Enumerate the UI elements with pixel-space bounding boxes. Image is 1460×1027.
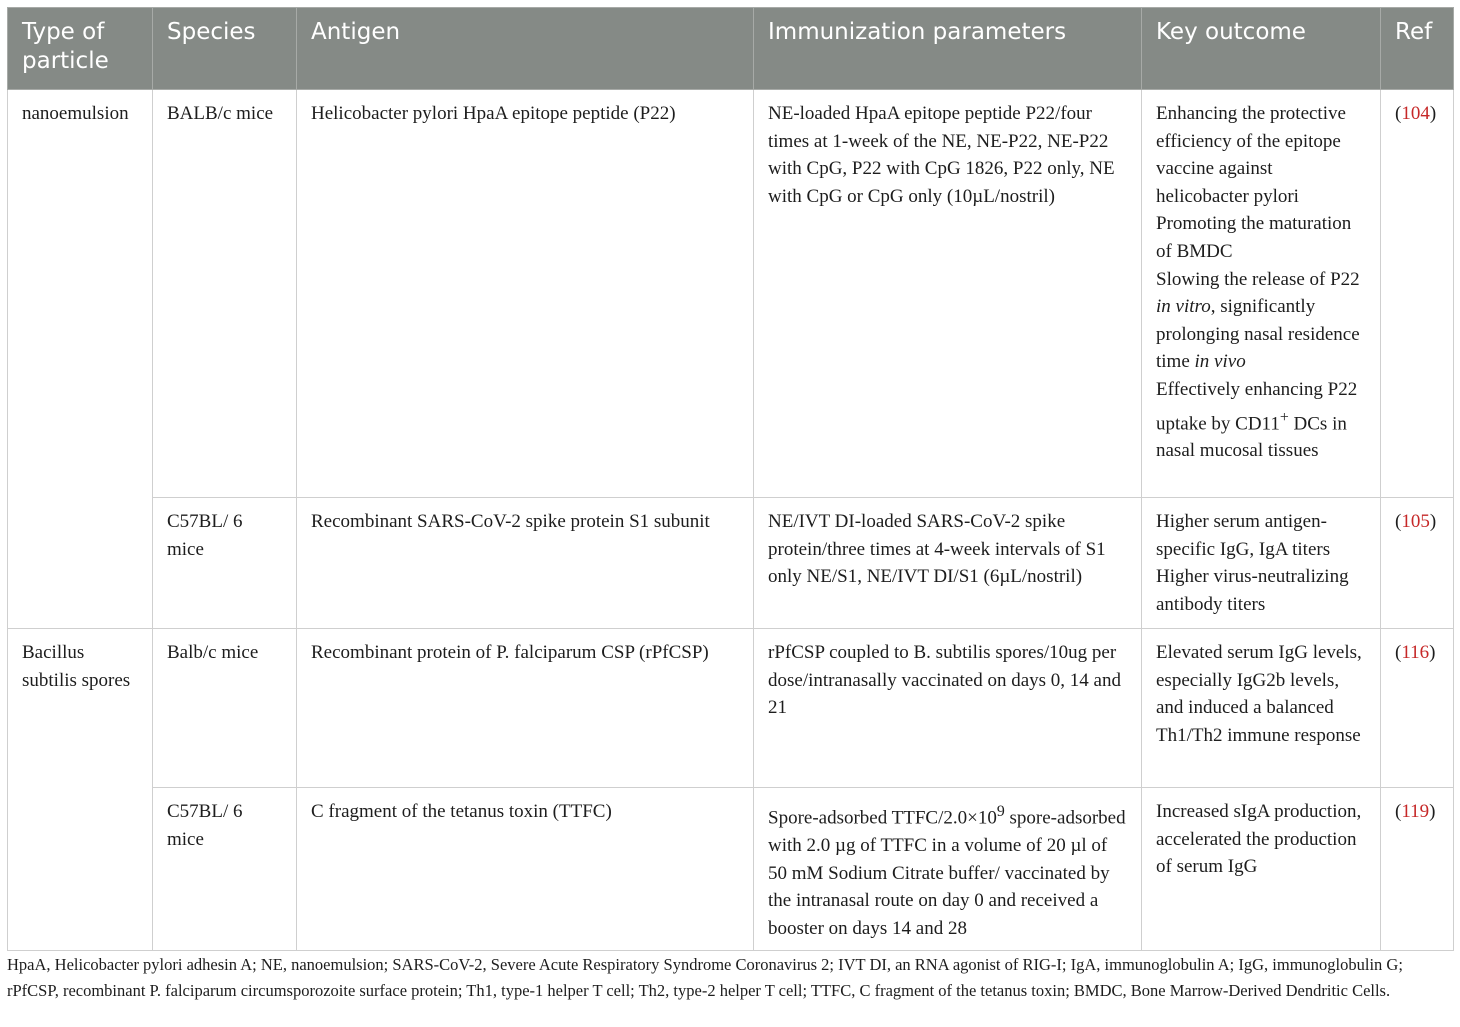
outcome-line: Higher serum antigen-specific IgG, IgA titers bbox=[1156, 511, 1331, 560]
outcome-text: Effectively enhancing P22 uptake by CD11 bbox=[1156, 378, 1358, 434]
table-row bbox=[8, 629, 1454, 788]
outcome-text: Slowing the release of P22 bbox=[1156, 268, 1360, 290]
cell-params: NE-loaded HpaA epitope peptide P22/four times at 1-week of the NE, NE-P22, NE-P22 with CpG, P22 with CpG 1826, P22 only, NE with CpG or CpG only (10µL/nostril) bbox=[754, 90, 1142, 498]
cell-outcome bbox=[1142, 90, 1381, 498]
outcome-text: , significantly prolonging nasal residence time bbox=[1156, 296, 1360, 373]
data-table bbox=[7, 7, 1454, 951]
table-row bbox=[8, 788, 1454, 951]
header-params: Immunization parameters bbox=[754, 8, 1142, 90]
table-row bbox=[8, 90, 1454, 498]
cell-outcome bbox=[1142, 629, 1381, 788]
header-type: Type of particle bbox=[8, 8, 153, 90]
cell-params: rPfCSP coupled to B. subtilis spores/10ug per dose/intranasally vaccinated on days 0, 14 and 21 bbox=[754, 629, 1142, 788]
ref-paren: ( bbox=[1395, 511, 1402, 532]
ref-paren: ) bbox=[1429, 103, 1437, 124]
header-species: Species bbox=[153, 8, 297, 90]
ref-link[interactable]: 116 bbox=[1401, 642, 1430, 663]
cell-antigen: Helicobacter pylori HpaA epitope peptide (P22) bbox=[297, 90, 754, 498]
header-row bbox=[8, 8, 1454, 90]
params-sup: 9 bbox=[996, 803, 1005, 820]
table-footnote: HpaA, Helicobacter pylori adhesin A; NE, nanoemulsion; SARS-CoV-2, Severe Acute Respiratory Syndrome Coronavirus 2; IVT DI, an RNA agonist of RIG-I; IgA, immunoglobulin A; IgG, immunoglobulin G; rPfCSP, recombinant P. falciparum circumsporozoite surface protein; Th1, type-1 helper T cell; Th2, type-2 helper T cell; TTFC, C fragment of the tetanus toxin; BMDC, Bone Marrow-Derived Dendritic Cells. bbox=[7, 955, 1403, 1000]
outcome-text: DCs in nasal mucosal tissues bbox=[1156, 412, 1347, 462]
cell-ref bbox=[1381, 629, 1454, 788]
cell-species: C57BL/ 6 mice bbox=[153, 788, 297, 951]
cell-species: BALB/c mice bbox=[153, 90, 297, 498]
outcome-italic: in vivo bbox=[1194, 351, 1246, 373]
ref-paren: ( bbox=[1395, 642, 1402, 663]
outcome-line: Increased sIgA production, accelerated the production of serum IgG bbox=[1156, 801, 1362, 878]
header-antigen: Antigen bbox=[297, 8, 754, 90]
outcome-line: Elevated serum IgG levels, especially IgG2b levels, and induced a balanced Th1/Th2 immune response bbox=[1156, 642, 1362, 746]
ref-paren: ( bbox=[1395, 801, 1402, 822]
params-text: spore-adsorbed with 2.0 µg of TTFC in a volume of 20 µl of 50 mM Sodium Citrate buffer/ vaccinated by the intranasal route on day 0 and received a booster on days 14 and 28 bbox=[768, 807, 1126, 939]
cell-outcome bbox=[1142, 788, 1381, 951]
outcome-line bbox=[1156, 266, 1366, 376]
cell-antigen: Recombinant protein of P. falciparum CSP (rPfCSP) bbox=[297, 629, 754, 788]
ref-paren: ( bbox=[1395, 103, 1402, 124]
cell-ref bbox=[1381, 498, 1454, 629]
ref-paren: ) bbox=[1429, 801, 1436, 822]
params-text: Spore-adsorbed TTFC/2.0×10 bbox=[768, 807, 997, 829]
cell-params: NE/IVT DI-loaded SARS-CoV-2 spike protein/three times at 4-week intervals of S1 only NE/S1, NE/IVT DI/S1 (6µL/nostril) bbox=[754, 498, 1142, 629]
cell-ref bbox=[1381, 788, 1454, 951]
ref-paren: ) bbox=[1429, 642, 1436, 663]
table-row bbox=[8, 498, 1454, 629]
outcome-line: Promoting the maturation of BMDC bbox=[1156, 213, 1352, 262]
outcome-line: Enhancing the protective efficiency of the epitope vaccine against helicobacter pylori bbox=[1156, 103, 1346, 207]
cell-species: Balb/c mice bbox=[153, 629, 297, 788]
ref-link[interactable]: 119 bbox=[1401, 801, 1430, 822]
cell-type: Bacillus subtilis spores bbox=[8, 629, 153, 951]
ref-link[interactable]: 105 bbox=[1401, 511, 1430, 532]
cell-ref bbox=[1381, 90, 1454, 498]
cell-antigen: C fragment of the tetanus toxin (TTFC) bbox=[297, 788, 754, 951]
outcome-italic: in vitro bbox=[1156, 296, 1211, 318]
ref-link[interactable]: 104 bbox=[1401, 103, 1430, 124]
cell-species: C57BL/ 6 mice bbox=[153, 498, 297, 629]
ref-paren: ) bbox=[1429, 511, 1437, 532]
outcome-sup: + bbox=[1279, 408, 1289, 426]
outcome-line: Higher virus-neutralizing antibody titers bbox=[1156, 566, 1349, 615]
outcome-line bbox=[1156, 376, 1366, 465]
cell-type: nanoemulsion bbox=[8, 90, 153, 629]
cell-antigen: Recombinant SARS-CoV-2 spike protein S1 subunit bbox=[297, 498, 754, 629]
cell-params bbox=[754, 788, 1142, 951]
header-outcome: Key outcome bbox=[1142, 8, 1381, 90]
cell-outcome bbox=[1142, 498, 1381, 629]
header-ref: Ref bbox=[1381, 8, 1454, 90]
